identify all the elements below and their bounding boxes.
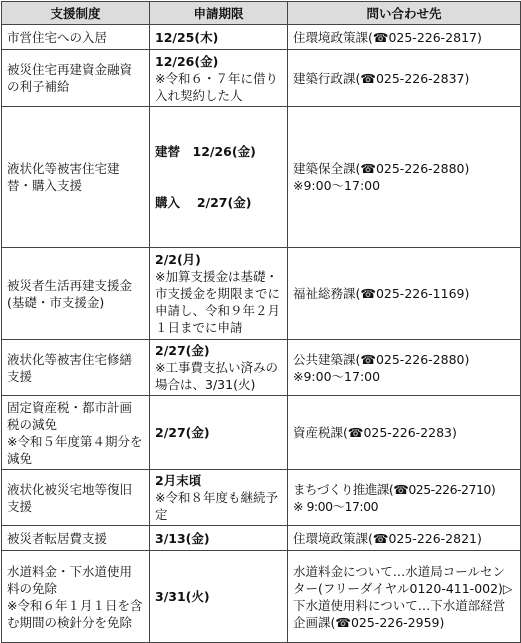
table-row [2, 50, 521, 107]
deadline-cell: 12/25(木) [150, 25, 288, 50]
contact-cell: 福祉総務課(☎025-226-1169) [288, 248, 521, 340]
contact-cell: 住環境政策課(☎025-226-2817) [288, 25, 521, 50]
table-row [2, 470, 521, 526]
table-row [2, 551, 521, 643]
table-row [2, 107, 521, 248]
table-row [2, 396, 521, 470]
table-row [2, 340, 521, 396]
contact-cell: 住環境政策課(☎025-226-2821) [288, 526, 521, 551]
system-cell: 水道料金・下水道使用料の免除 ※令和６年１月１日を含む期間の検針分を免除 [2, 551, 150, 643]
table-header-row [2, 2, 521, 25]
contact-cell: 建築保全課(☎025-226-2880) ※9:00〜17:00 [288, 107, 521, 248]
header-contact: 問い合わせ先 [288, 2, 521, 25]
header-system: 支援制度 [2, 2, 150, 25]
contact-cell: 水道料金について…水道局コールセンター(フリーダイヤル0120-411-002)▷下水道使用料について…下水道部経営企画課(☎025-226-2959) [288, 551, 521, 643]
deadline-cell: 12/26(金) ※令和６・７年に借り入れ契約した人 [150, 50, 288, 107]
table-row [2, 526, 521, 551]
deadline-cell: 3/13(金) [150, 526, 288, 551]
system-cell: 被災住宅再建資金融資の利子補給 [2, 50, 150, 107]
system-cell: 液状化被災宅地等復旧支援 [2, 470, 150, 526]
system-cell: 固定資産税・都市計画税の減免 ※令和５年度第４期分を減免 [2, 396, 150, 470]
system-cell: 液状化等被害住宅修繕支援 [2, 340, 150, 396]
deadline-cell: 建替 12/26(金) 購入 2/27(金) [150, 107, 288, 248]
header-deadline: 申請期限 [150, 2, 288, 25]
system-cell: 液状化等被害住宅建替・購入支援 [2, 107, 150, 248]
table-row [2, 25, 521, 50]
deadline-cell: 2/27(金) ※工事費支払い済みの場合は、3/31(火) [150, 340, 288, 396]
system-cell: 被災者転居費支援 [2, 526, 150, 551]
contact-cell: 資産税課(☎025-226-2283) [288, 396, 521, 470]
deadline-cell: 2月末頃 ※令和８年度も継続予定 [150, 470, 288, 526]
deadline-cell: 3/31(火) [150, 551, 288, 643]
system-cell: 被災者生活再建支援金(基礎・市支援金) [2, 248, 150, 340]
contact-cell: まちづくり推進課(☎025-226-2710) ※ 9:00〜17:00 [288, 470, 521, 526]
support-table [1, 1, 521, 643]
deadline-cell: 2/27(金) [150, 396, 288, 470]
table-row [2, 248, 521, 340]
contact-cell: 公共建築課(☎025-226-2880) ※9:00〜17:00 [288, 340, 521, 396]
deadline-cell: 2/2(月) ※加算支援金は基礎・市支援金を期限までに申請し、令和９年２月１日までに申請 [150, 248, 288, 340]
system-cell: 市営住宅への入居 [2, 25, 150, 50]
contact-cell: 建築行政課(☎025-226-2837) [288, 50, 521, 107]
